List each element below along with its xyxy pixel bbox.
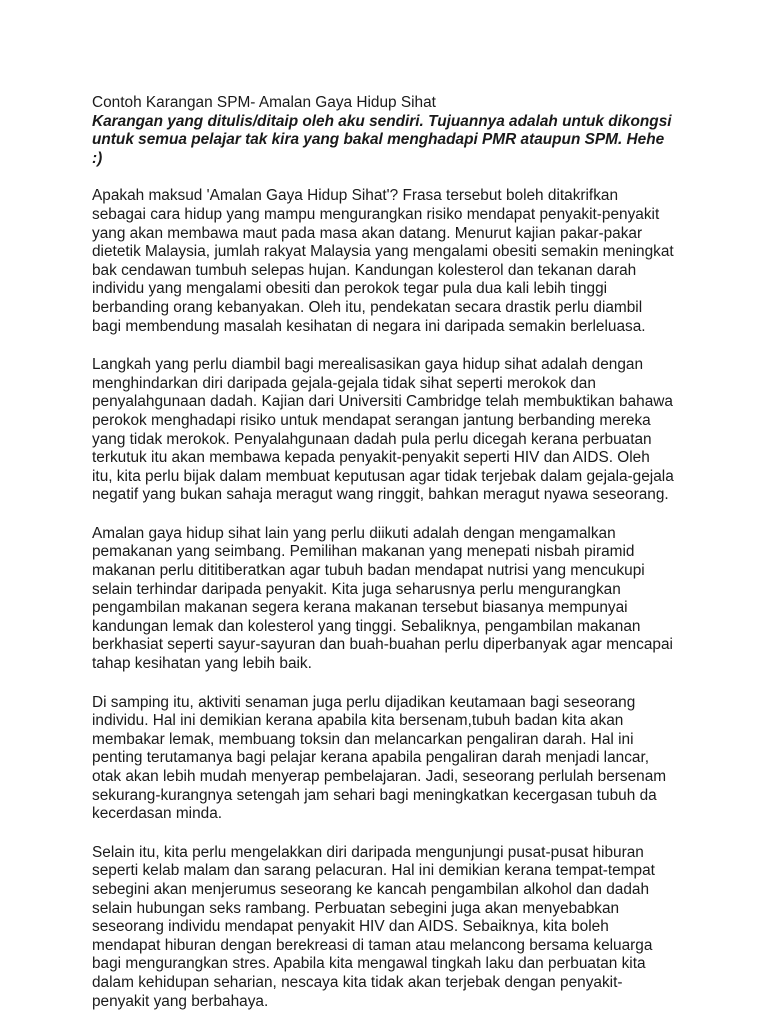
paragraph-spacer xyxy=(92,824,692,844)
paragraph-definition: Apakah maksud 'Amalan Gaya Hidup Sihat'? Frasa tersebut boleh ditakrifkan sebagai cara hidup yang mampu mengurangkan risiko mendapat penyakit-penyakit yang akan membawa maut pada masa akan datang. Menurut kajian pakar-pakar dietetik Malaysia, jumlah rakyat Malaysia yang mengalami obesiti semakin meningkat bak cendawan tumbuh selepas hujan. Kandungan kolesterol dan tekanan darah individu yang mengalami obesiti dan perokok tegar pula dua kali lebih tinggi berbanding orang kebanyakan. Oleh itu, pendekatan secara drastik perlu diambil bagi membendung masalah kesihatan di negara ini daripada semakin berleluasa. xyxy=(92,187,674,335)
document-page xyxy=(92,94,692,1011)
paragraph-exercise: Di samping itu, aktiviti senaman juga perlu dijadikan keutamaan bagi seseorang individu. Hal ini demikian kerana apabila kita bersenam,tubuh badan kita akan membakar lemak, membuang toksin dan melancarkan pengaliran darah. Hal ini penting terutamanya bagi pelajar kerana apabila pengaliran darah menjadi lancar, otak akan lebih mudah menyerap pembelajaran. Jadi, seseorang perlulah bersenam sekurang-kurangnya setengah jam sehari bagi meningkatkan kecergasan tubuh da kecerdasan minda. xyxy=(92,693,667,823)
paragraph-spacer xyxy=(92,505,692,525)
paragraph-avoid-smoking-drugs: Langkah yang perlu diambil bagi merealisasikan gaya hidup sihat adalah dengan menghindarkan diri daripada gejala-gejala tidak sihat seperti merokok dan penyalahgunaan dadah. Kajian dari Universiti Cambridge telah membuktikan bahawa perokok menghadapi risiko untuk mendapat serangan jantung berbanding mereka yang tidak merokok. Penyalahgunaan dadah pula perlu dicegah kerana perbuatan terkutuk itu akan membawa kepada penyakit-penyakit seperti HIV dan AIDS. Oleh itu, kita perlu bijak dalam membuat keputusan agar tidak terjebak dalam gejala-gejala negatif yang bukan sahaja meragut wang ringgit, bahkan meragut nyawa seseorang. xyxy=(92,356,674,504)
author-note: Karangan yang ditulis/ditaip oleh aku sendiri. Tujuannya adalah untuk dikongsi untuk semua pelajar tak kira yang bakal menghadapi PMR ataupun SPM. Hehe :) xyxy=(92,112,672,167)
paragraph-spacer xyxy=(92,168,692,187)
paragraph-avoid-entertainment-centres: Selain itu, kita perlu mengelakkan diri daripada mengunjungi pusat-pusat hiburan seperti kelab malam dan sarang pelacuran. Hal ini demikian kerana tempat-tempat sebegini akan menjerumus seseorang ke kancah pengambilan alkohol dan dadah selain hubungan seks rambang. Perbuatan sebegini juga akan menyebabkan seseorang individu mendapat penyakit HIV dan AIDS. Sebaiknya, kita boleh mendapat hiburan dengan berekreasi di taman atau melancong bersama keluarga bagi mengurangkan stres. Apabila kita mengawal tingkah laku dan perbuatan kita dalam kehidupan seharian, nescaya kita tidak akan terjebak dengan penyakit- penyakit yang berbahaya. xyxy=(92,843,655,1010)
paragraph-spacer xyxy=(92,336,692,356)
document-title: Contoh Karangan SPM- Amalan Gaya Hidup Sihat xyxy=(92,94,436,111)
paragraph-balanced-diet: Amalan gaya hidup sihat lain yang perlu diikuti adalah dengan mengamalkan pemakanan yang seimbang. Pemilihan makanan yang menepati nisbah piramid makanan perlu dititiberatkan agar tubuh badan mendapat nutrisi yang mencukupi selain terhindar daripada penyakit. Kita juga seharusnya perlu mengurangkan pengambilan makanan segera kerana makanan tersebut biasanya mempunyai kandungan lemak dan kolesterol yang tinggi. Sebaliknya, pengambilan makanan berkhasiat seperti sayur-sayuran dan buah-buahan perlu diperbanyak agar mencapai tahap kesihatan yang lebih baik. xyxy=(92,524,673,673)
paragraph-spacer xyxy=(92,674,692,694)
